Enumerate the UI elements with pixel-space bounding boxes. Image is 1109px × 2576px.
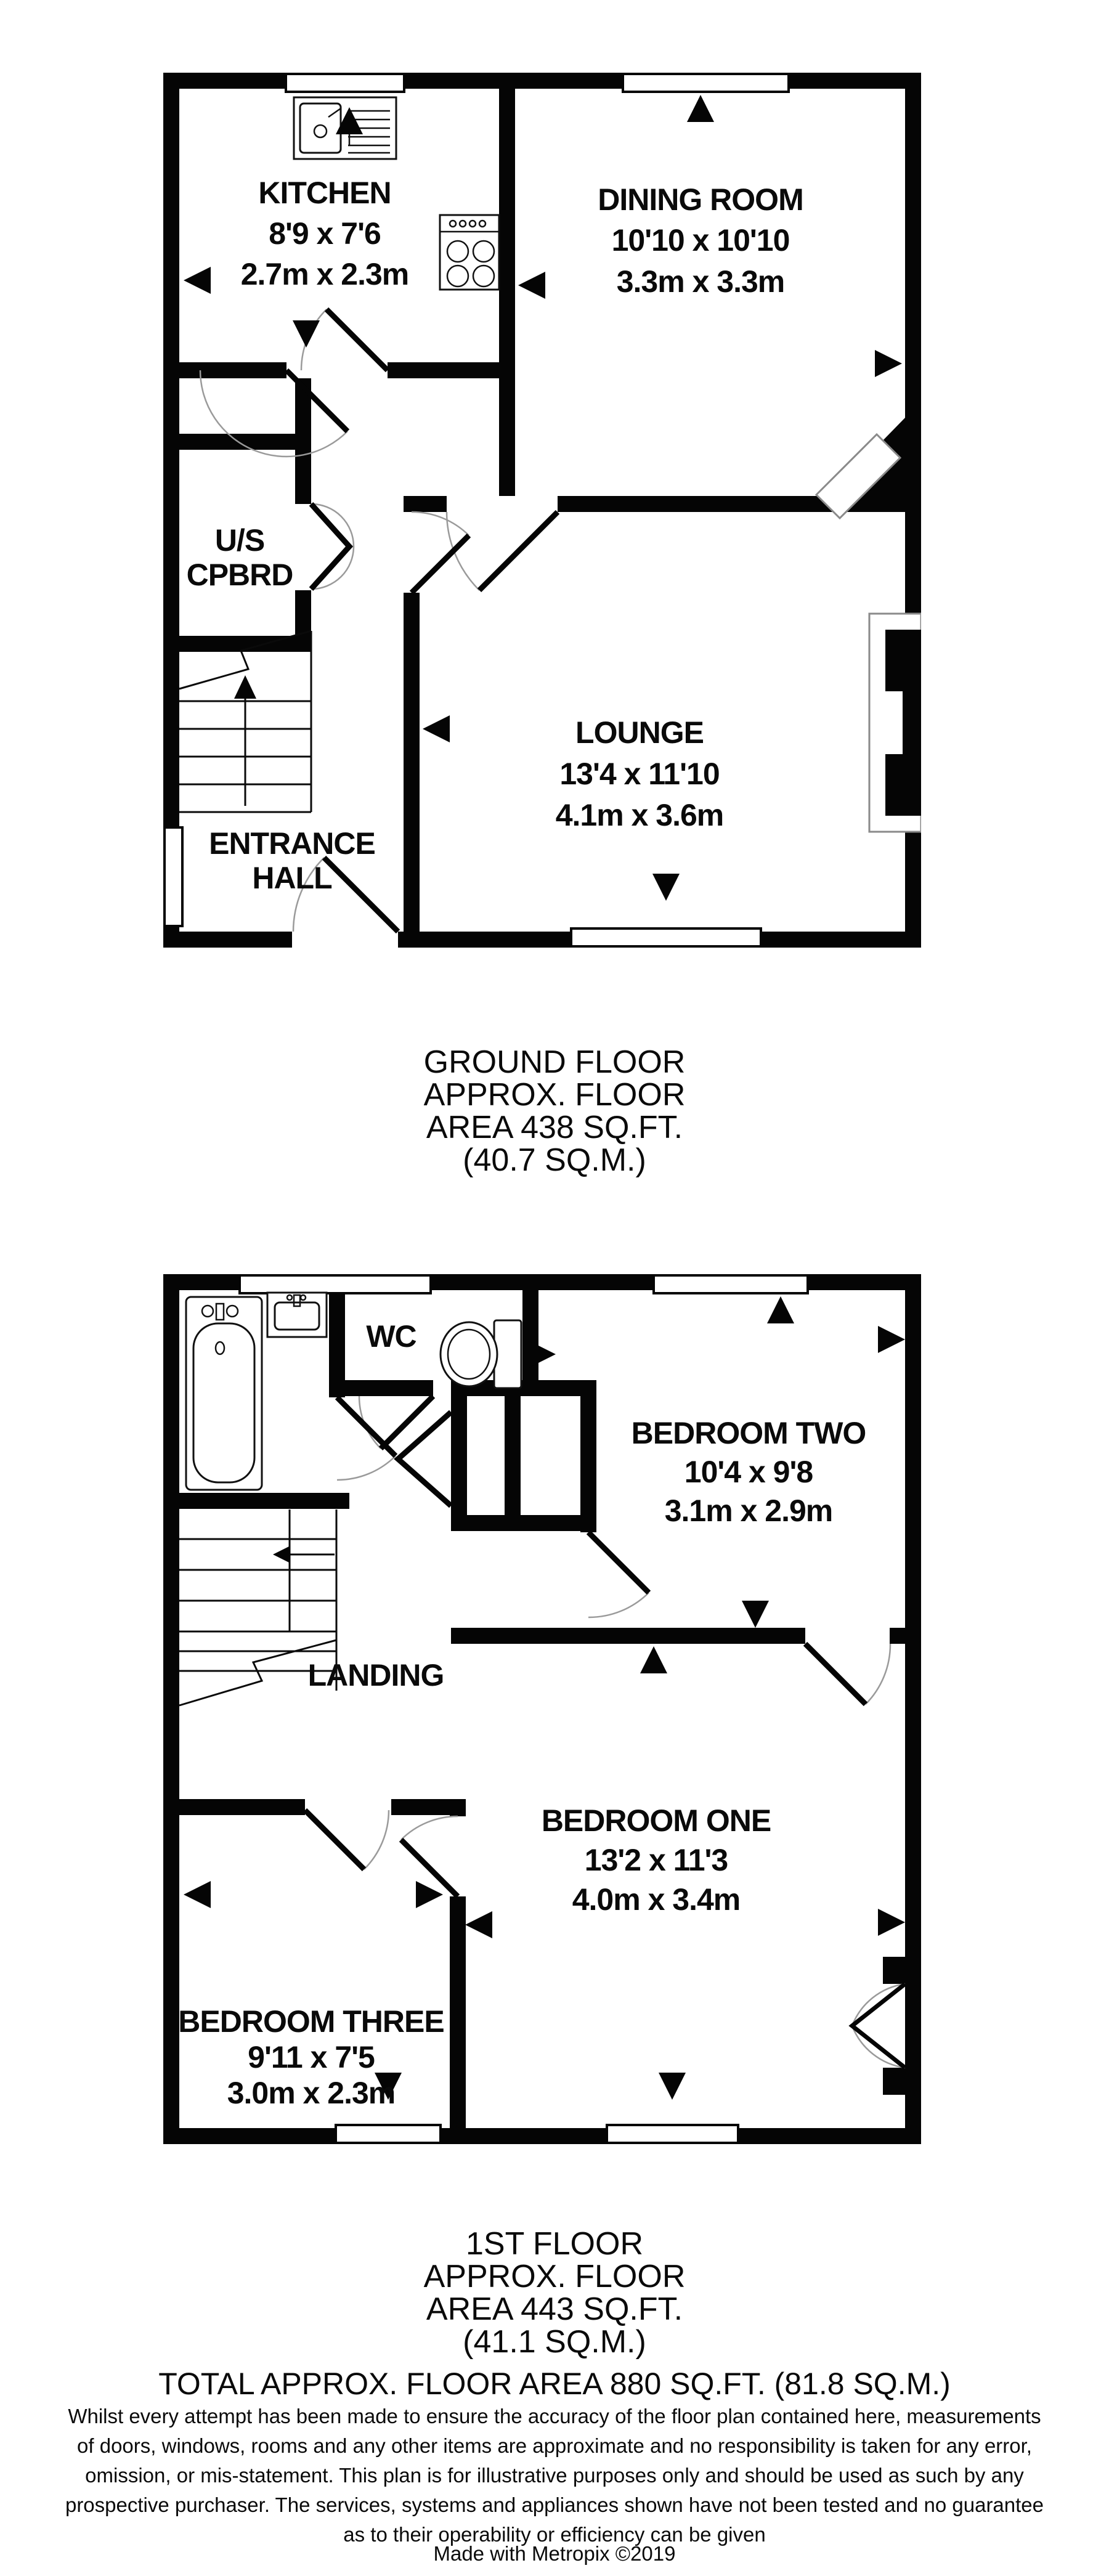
wall-segment [451,1628,805,1644]
wardrobe-doors-leaf [852,1984,905,2068]
window-marker-icon [652,874,680,901]
wall-segment [163,2128,921,2144]
wall-segment [295,590,311,636]
bedroom-three-window [336,2125,441,2143]
wall-segment [499,89,515,496]
room-label-hall-line2: HALL [252,861,332,895]
room-label-wc: WC [366,1319,416,1354]
wall-segment [450,1799,466,1816]
wall-segment [179,1493,349,1509]
wall-marker-icon [878,1326,905,1353]
disclaimer-line: Whilst every attempt has been made to ensure the accuracy of the floor plan contained here, measurements [68,2405,1041,2428]
wardrobe-stub [883,1957,905,1984]
wall-marker-icon [184,1881,211,1908]
door-arc [866,1644,890,1704]
caption-line: (40.7 SQ.M.) [463,1142,646,1178]
wall-marker-icon [529,1341,556,1368]
wall-segment [163,932,921,948]
window-marker-icon [659,2073,686,2100]
room-label-bedroom-two: BEDROOM TWO [631,1416,866,1450]
wall-marker-icon [518,272,545,299]
wall-segment [890,1628,905,1644]
ground-floor-plan [163,73,921,948]
front-door-opening [292,932,398,948]
room-label-lounge: LOUNGE [575,715,704,750]
basin-icon [267,1293,327,1337]
room-dims-bedroom-one-metric: 4.0m x 3.4m [572,1882,741,1917]
room-dims-bedroom-two-metric: 3.1m x 2.9m [664,1493,833,1528]
front-door-leaf [324,858,398,932]
wall-segment [404,496,447,512]
wall-segment [329,1290,345,1397]
wall-segment [163,73,921,89]
kitchen-window [286,74,404,92]
bedroom-one-window [607,2125,738,2143]
wall-segment [179,434,311,450]
chimney-notch [880,691,903,754]
dining-room-window [623,74,789,92]
room-label-landing: LANDING [307,1658,444,1692]
room-dims-bedroom-three-metric: 3.0m x 2.3m [227,2076,396,2110]
disclaimer-text [12,2402,1097,2550]
wall-marker-icon [423,715,450,742]
door-arc [588,1593,649,1617]
stairs-down-arrow-icon [273,1546,290,1563]
disclaimer-line: as to their operability or efficiency can be given [343,2523,766,2546]
wardrobe-stub [883,2068,905,2095]
room-label-cupboard-line1: U/S [214,523,265,558]
disclaimer-line: of doors, windows, rooms and any other items are approximate and no responsibility is taken for any error, [77,2434,1032,2457]
window-marker-icon [767,1296,794,1323]
wall-segment [404,593,420,932]
wall-segment [451,1396,467,1531]
room-dims-bedroom-three-imperial: 9'11 x 7'5 [248,2040,375,2074]
ground-floor-caption [0,1046,1109,1177]
room-label-bedroom-one: BEDROOM ONE [541,1803,771,1838]
first-floor-plan [163,1274,921,2144]
wall-segment [179,362,286,378]
caption-line: APPROX. FLOOR [423,1077,686,1113]
disclaimer-line: prospective purchaser. The services, systems and appliances shown have not been tested and no guarantee [65,2493,1044,2516]
room-dims-lounge-imperial: 13'4 x 11'10 [559,757,720,791]
bedroom-three-door-leaf [305,1810,364,1869]
bathroom-door-leaf [337,1397,396,1456]
room-dims-bedroom-one-imperial: 13'2 x 11'3 [584,1843,728,1877]
staircase-up-icon [179,631,311,812]
wall-segment [163,1274,179,2144]
wall-segment [345,1380,433,1396]
wall-marker-icon [878,1909,905,1936]
wall-segment [388,362,499,378]
wall-segment [505,1396,521,1531]
first-room-labels [178,1319,866,2110]
room-label-kitchen: KITCHEN [258,176,391,210]
metropix-credit: Made with Metropix ©2019 [433,2542,676,2565]
wall-marker-icon [640,1646,667,1673]
room-label-hall-line1: ENTRANCE [209,826,375,861]
wall-segment [391,1799,450,1815]
disclaimer-line: omission, or mis-statement. This plan is for illustrative purposes only and should be used as such by any [85,2464,1024,2487]
bedroom-one-door-leaf [805,1644,866,1704]
room-label-bedroom-three: BEDROOM THREE [178,2004,444,2039]
lounge-chimney-breast [869,614,921,832]
wall-marker-icon [465,1911,492,1938]
wall-segment [580,1380,596,1532]
room-dims-lounge-metric: 4.1m x 3.6m [555,798,724,832]
door-arc [364,1810,389,1869]
door-arc [337,1456,396,1480]
window-marker-icon [687,95,714,122]
caption-line: (41.1 SQ.M.) [463,2324,646,2360]
caption-line: AREA 443 SQ.FT. [426,2291,683,2327]
cooker-icon [440,215,499,290]
wall-segment [163,73,179,948]
total-floor-area: TOTAL APPROX. FLOOR AREA 880 SQ.FT. (81.8 SQ.M.) [158,2367,951,2401]
room-dims-dining-metric: 3.3m x 3.3m [616,264,785,299]
room-label-cupboard-line2: CPBRD [186,558,293,592]
bath-icon [186,1297,262,1490]
cupboard-door-leaf [311,504,349,589]
wall-marker-icon [416,1881,443,1908]
wall-segment [295,450,311,504]
door-arc [401,1816,458,1840]
wall-segment [905,1274,921,2144]
wall-marker-icon [742,1601,769,1628]
stairs-up-arrow-icon [234,675,256,699]
wall-segment [179,1799,305,1815]
caption-line: GROUND FLOOR [423,1044,686,1080]
bedroom-two-door-leaf [588,1532,649,1593]
wall-marker-icon [184,267,211,294]
room-dims-kitchen-metric: 2.7m x 2.3m [240,257,409,291]
wall-segment [451,1515,594,1531]
caption-line: 1ST FLOOR [465,2226,643,2262]
kitchen-hall-door-leaf [327,309,388,370]
wall-marker-icon [875,350,902,377]
room-dims-bedroom-two-imperial: 10'4 x 9'8 [684,1455,813,1489]
room-dims-dining-imperial: 10'10 x 10'10 [611,223,790,258]
door-arc [412,512,469,535]
wc-door-leaf [381,1396,433,1448]
toilet-icon [441,1320,521,1388]
bathroom-window [240,1275,431,1293]
hall-window [165,827,182,926]
wall-segment [450,1896,466,2128]
first-floor-caption [0,2228,1109,2359]
room-dims-kitchen-imperial: 8'9 x 7'6 [269,216,381,251]
bedroom-two-window [654,1275,808,1293]
dining-lounge-door-leaf [479,512,558,590]
caption-line: AREA 438 SQ.FT. [426,1110,683,1145]
lounge-window [571,928,761,946]
door-marker-icon [293,320,320,347]
room-label-dining: DINING ROOM [598,182,803,217]
caption-line: APPROX. FLOOR [423,2259,686,2294]
